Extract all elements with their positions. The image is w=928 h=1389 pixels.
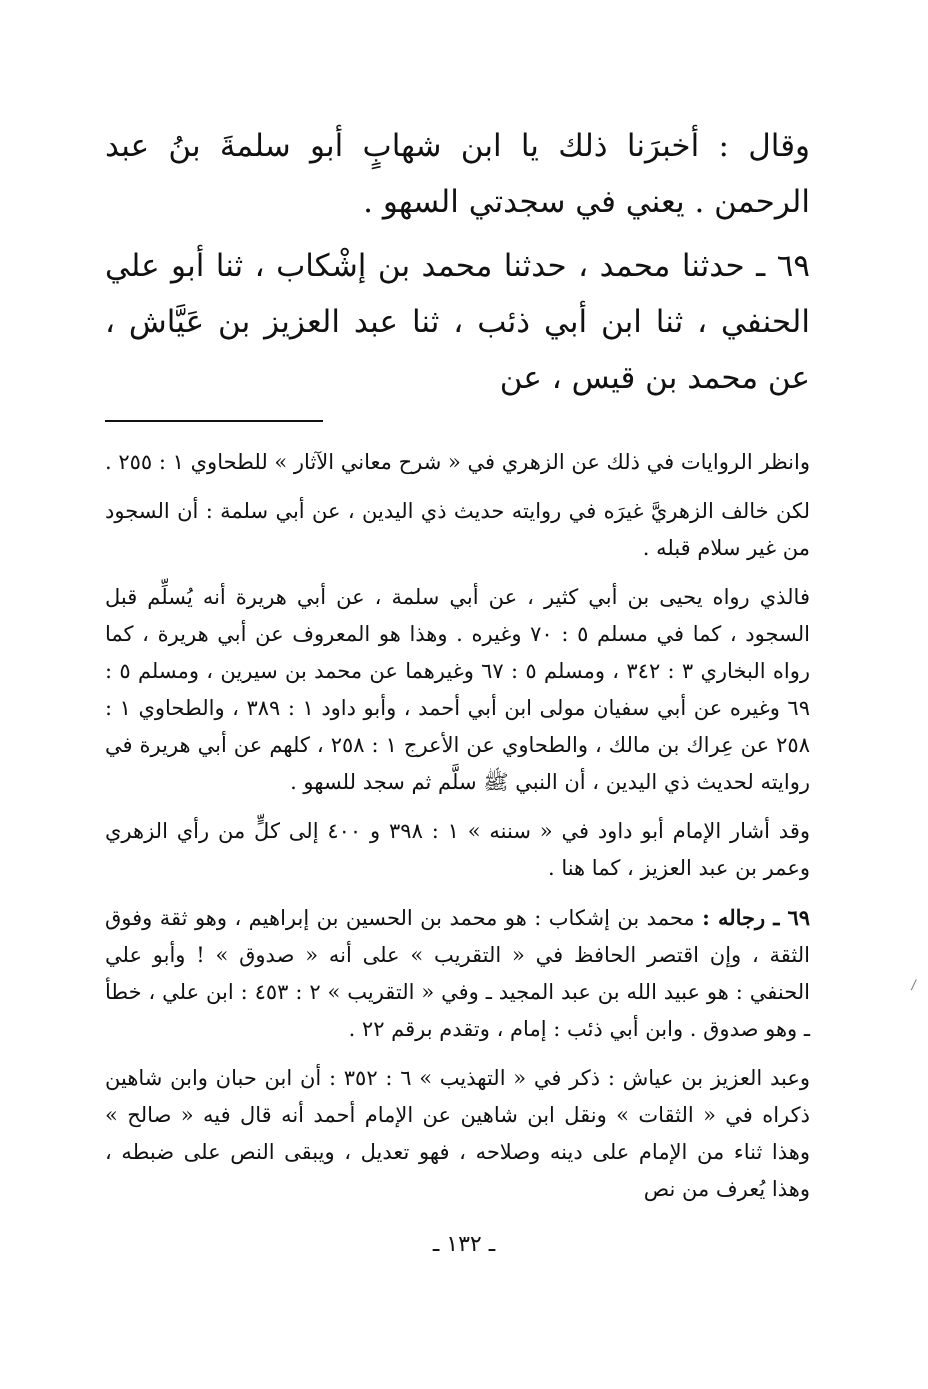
footnote-paragraph-4: وقد أشار الإمام أبو داود في « سننه » ١ : ٣٩٨ و ٤٠٠ إلى كلٍّ من رأي الزهري وعمر بن عبد العزيز ، كما هنا . xyxy=(105,819,810,880)
page-number: ـ ١٣٢ ـ xyxy=(432,1232,496,1257)
main-paragraph-2: ٦٩ ـ حدثنا محمد ، حدثنا محمد بن إشْكاب ، ثنا أبو علي الحنفي ، ثنا ابن أبي ذئب ، ثنا عبد العزيز بن عَيَّاش ، عن محمد بن قيس ، عن xyxy=(105,248,810,396)
footnote-paragraph-1: وانظر الروايات في ذلك عن الزهري في « شرح معاني الآثار » للطحاوي ١ : ٢٥٥ . xyxy=(105,450,810,474)
footnote-paragraph-5 xyxy=(105,899,810,1048)
narrators-heading: ٦٩ ـ رجاله : xyxy=(702,905,811,930)
narrators-text: محمد بن إشكاب : هو محمد بن الحسين بن إبراهيم ، وهو ثقة وفوق الثقة ، وإن اقتصر الحافظ في « التقريب » على أنه « صدوق » ! وأبو علي الحنفي : هو عبيد الله بن عبد المجيد ـ وفي « التقريب » ٢ : ٤٥٣ : ابن علي ، خطأ ـ وهو صدوق . وابن أبي ذئب : إمام ، وتقدم برقم ٢٢ . xyxy=(105,906,810,1041)
margin-mark xyxy=(911,979,922,993)
footnote-paragraph-3: فالذي رواه يحيى بن أبي كثير ، عن أبي سلمة ، عن أبي هريرة أنه يُسلِّم قبل السجود ، كما في مسلم ٥ : ٧٠ وغيره . وهذا هو المعروف عن أبي هريرة ، كما رواه البخاري ٣ : ٣٤٢ ، ومسلم ٥ : ٦٧ وغيرهما عن محمد بن سيرين ، ومسلم ٥ : ٦٩ وغيره عن أبي سفيان مولى ابن أبي أحمد ، وأبو داود ١ : ٣٨٩ ، والطحاوي ١ : ٢٥٨ عن عِراك بن مالك ، والطحاوي عن الأعرج ١ : ٢٥٨ ، كلهم عن أبي هريرة في روايته لحديث ذي اليدين ، أن النبي ﷺ سلَّم ثم سجد للسهو . xyxy=(105,585,810,794)
footnote-paragraph-2: لكن خالف الزهريَّ غيرَه في روايته حديث ذي اليدين ، عن أبي سلمة : أن السجود من غير سلام قبله . xyxy=(105,499,810,560)
footnote-divider xyxy=(105,420,323,422)
page-body xyxy=(105,118,810,1220)
footnote-paragraph-6: وعبد العزيز بن عياش : ذكر في « التهذيب » ٦ : ٣٥٢ : أن ابن حبان وابن شاهين ذكراه في « الثقات » ونقل ابن شاهين عن الإمام أحمد أنه قال فيه « صالح » وهذا ثناء من الإمام على دينه وصلاحه ، فهو تعديل ، ويبقى النص على ضبطه ، وهذا يُعرف من نص xyxy=(105,1066,810,1201)
main-paragraph-1: وقال : أخبرَنا ذلك يا ابن شهابٍ أبو سلمةَ بنُ عبد الرحمن . يعني في سجدتي السهو . xyxy=(105,128,810,220)
